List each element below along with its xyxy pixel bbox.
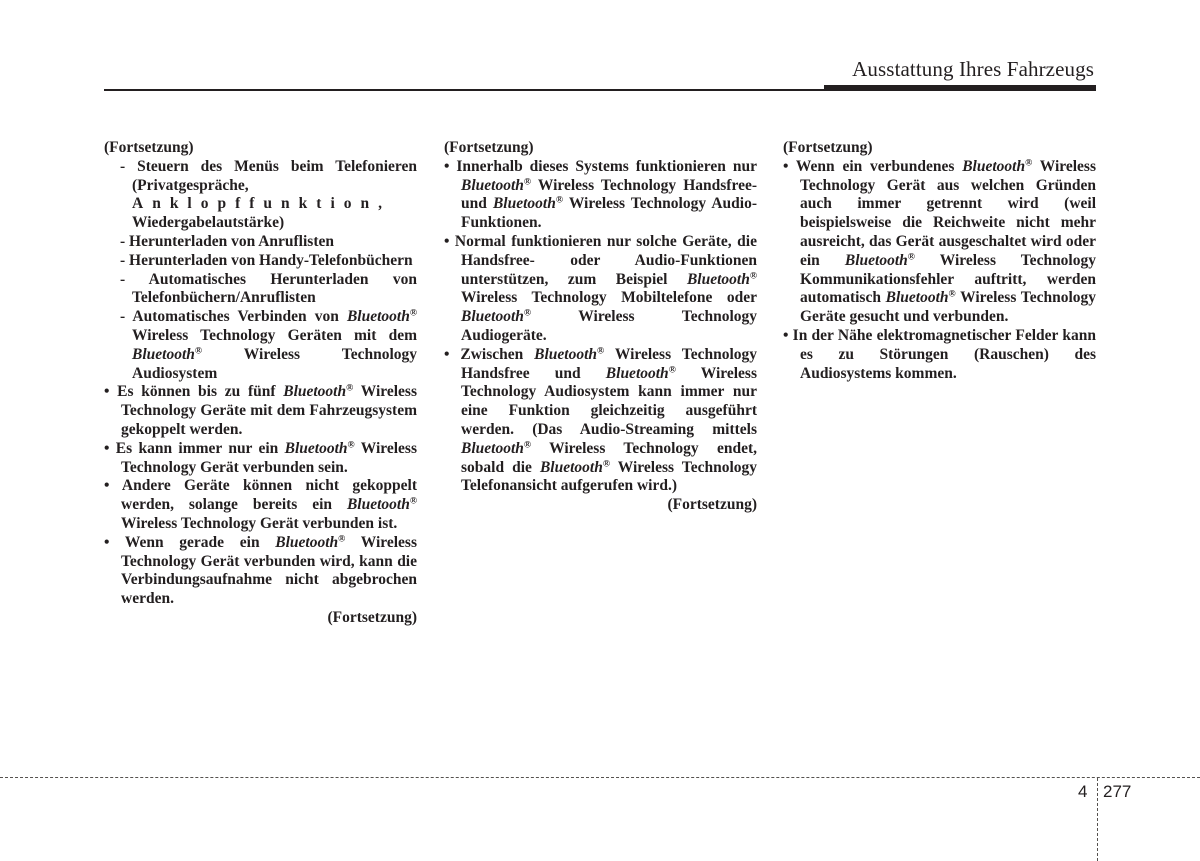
bullet-item: • Andere Geräte können nicht gekoppelt werden, solange bereits ein Bluetooth® Wireless Technology Gerät verbunden ist. <box>104 477 417 532</box>
list-item: - Automatisches Verbinden von Bluetooth® Wireless Technology Geräten mit dem Bluetooth® Wireless Technology Audiosystem <box>120 307 417 382</box>
chapter-number: 4 <box>1078 782 1088 801</box>
list-item: - Steuern des Menüs beim Telefonieren (Privatgespräche, Anklopffunktion, Wiedergabelautstärke) <box>120 157 417 232</box>
continuation-label: (Fortsetzung) <box>104 139 194 156</box>
bullet-item: • Wenn gerade ein Bluetooth® Wireless Technology Gerät verbunden wird, kann die Verbindungsaufnahme nicht abgebrochen werden. <box>104 533 417 608</box>
continuation-label: (Fortsetzung) <box>327 608 417 626</box>
footer-dashed-divider <box>1097 778 1098 861</box>
list-item: - Herunterladen von Handy-Telefonbüchern <box>120 251 413 269</box>
bullet-item: • Innerhalb dieses Systems funktionieren nur Bluetooth® Wireless Technology Handsfree- und Bluetooth® Wireless Technology Audio-Funktionen. <box>444 157 757 232</box>
bullet-item: • Es können bis zu fünf Bluetooth® Wireless Technology Geräte mit dem Fahrzeugsystem gekoppelt werden. <box>104 383 417 438</box>
continuation-label: (Fortsetzung) <box>667 496 757 514</box>
list-item: - Herunterladen von Anruflisten <box>120 232 334 250</box>
bullet-item: • Es kann immer nur ein Bluetooth® Wireless Technology Gerät verbunden sein. <box>104 439 417 476</box>
bullet-item: • Zwischen Bluetooth® Wireless Technology Handsfree und Bluetooth® Wireless Technology Audiosystem kann immer nur eine Funktion gleichzeitig ausgeführt werden. (Das Audio-Streaming mittels Bluetooth® Wireless Technology endet, sobald die Bluetooth® Wireless Technology Telefonansicht aufgerufen wird.) <box>444 345 757 495</box>
text-column-right <box>783 139 1096 383</box>
list-item: - Automatisches Herunterladen von Telefonbüchern/Anruflisten <box>120 270 417 307</box>
bullet-item: • Wenn ein verbundenes Bluetooth® Wireless Technology Gerät aus welchen Gründen auch immer getrennt wird (weil beispielsweise die Reichweite nicht mehr ausreicht, das Gerät ausgeschaltet wird oder ein Bluetooth® Wireless Technology Kommunikationsfehler auftritt, werden automatisch Bluetooth® Wireless Technology Geräte gesucht und verbunden. <box>783 157 1096 326</box>
page-header-title: Ausstattung Ihres Fahrzeugs <box>852 57 1094 81</box>
page-number: 277 <box>1103 782 1132 801</box>
text-column-left <box>104 139 417 628</box>
continuation-label: (Fortsetzung) <box>444 139 534 156</box>
bullet-item: • Normal funktionieren nur solche Geräte, die Handsfree- oder Audio-Funktionen unterstützen, zum Beispiel Bluetooth® Wireless Technology Mobiltelefone oder Bluetooth® Wireless Technology Audiogeräte. <box>444 232 757 344</box>
bullet-item: • In der Nähe elektromagnetischer Felder kann es zu Störungen (Rauschen) des Audiosystems kommen. <box>783 326 1096 382</box>
header-rule-thick <box>824 85 1096 91</box>
continuation-label: (Fortsetzung) <box>783 139 873 156</box>
text-column-middle <box>444 139 757 515</box>
footer-dashed-line <box>0 777 1200 778</box>
